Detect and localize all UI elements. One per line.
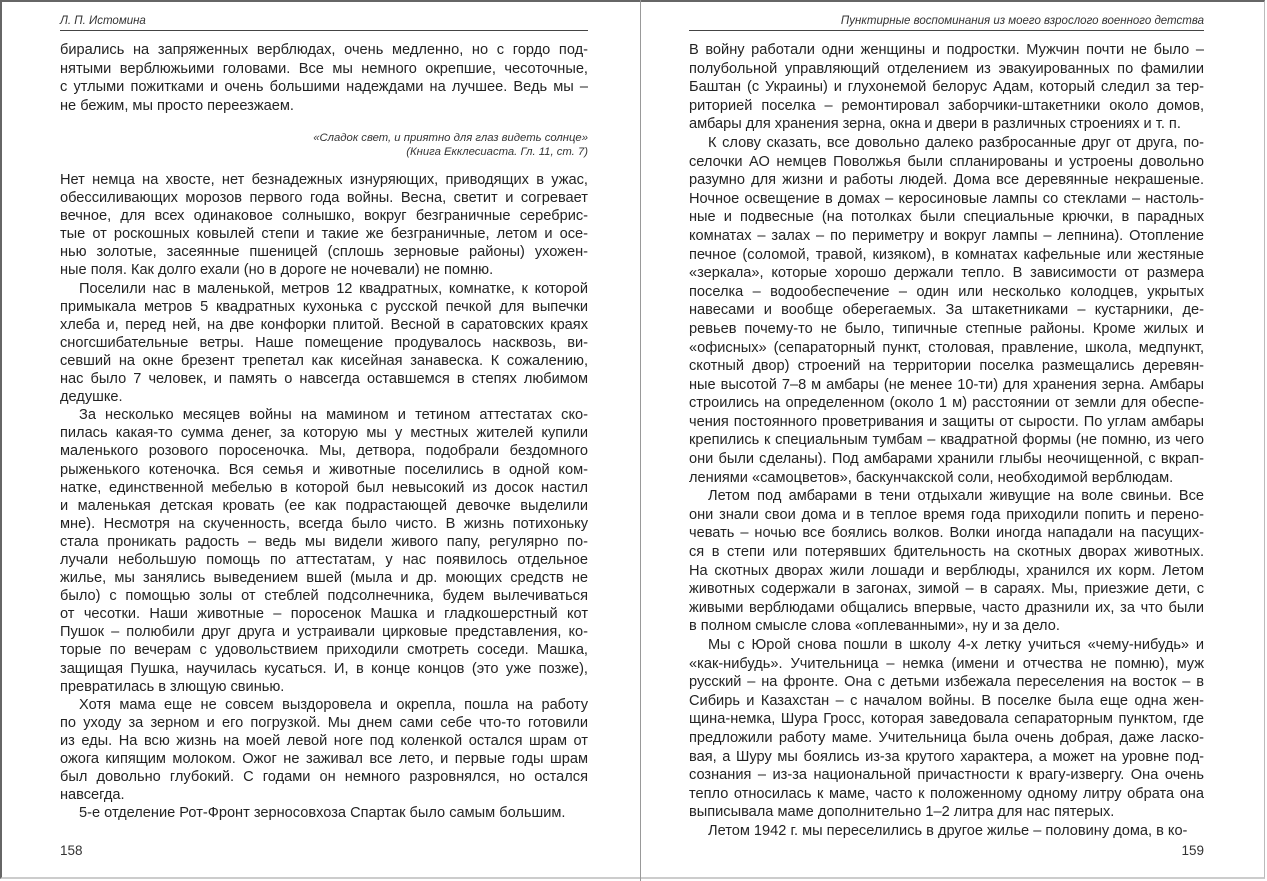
text-line: по уходу за зерном и его погрузкой. Мы днем сами себе что-то готовили <box>60 714 588 731</box>
text-line: превратилась в злющую свинью. <box>60 678 285 695</box>
text-line: стала проникать радость – ведь мы видели живого папу, регулярно по- <box>60 533 588 550</box>
paragraph <box>60 696 588 805</box>
paragraph <box>60 406 588 696</box>
epigraph <box>60 131 588 159</box>
text-line: обессиливающих морозов первого года войны. Весна, светит и согревает <box>60 190 588 207</box>
text-line: Поселили нас в маленькой, метров 12 квадратных, комнатке, к которой <box>79 280 588 297</box>
text-line: Мы с Юрой снова пошли в школу 4-х летку учиться «чему-нибудь» и <box>708 637 1204 653</box>
page-number: 158 <box>60 843 83 858</box>
text-line: тепло относилась к маме, часто к положенному одному литру обрата она <box>689 785 1204 802</box>
text-line: За несколько месяцев войны на мамином и тетином аттестатах ско- <box>79 407 588 424</box>
text-line: К слову сказать, все довольно далеко разбросанные друг от друга, по- <box>708 134 1204 151</box>
text-line: не бежим, мы просто переезжаем. <box>60 98 294 115</box>
text-line: Летом под амбарами в тени отдыхали живущие на воле свиньи. Все <box>708 488 1204 505</box>
text-line: они знали свои дома и в теплое время года приходили попить и перено- <box>689 506 1204 523</box>
text-line: ся в степи или потерявших бдительность на скотных дворах животных. <box>689 544 1204 561</box>
text-line: ожога кипящим молоком. Ожог не заживал все лето, и первые годы шрам <box>60 751 588 767</box>
text-line: с утлыми пожитками и очень большими надеждами на лучшее. Ведь мы – <box>60 79 588 96</box>
text-line: полубольной управляющий отделением из эвакуированных по фамилии <box>689 60 1204 77</box>
text-line: Сибирь и Казахстан – с началом войны. В поселке была еще одна жен- <box>689 692 1204 709</box>
text-line: был довольно глубокий. С годами он немного разровнялся, но остался <box>60 769 588 786</box>
text-line: амбары для хранения зерна, окна и двери в различных строениях и т. п. <box>689 116 1181 133</box>
text-line: севший на окне брезент трепетал как кисейная занавеска. К сожалению, <box>60 352 588 369</box>
paragraph <box>60 41 588 116</box>
text-line: вечное, для всех одинаковое солнышко, вокруг безграничные серебрис- <box>60 208 588 225</box>
text-line: селочки АО немцев Поволжья были спланированы и устроены довольно <box>689 153 1204 170</box>
text-line: жилье, мы занялись выведением вшей (мыла и др. моющих средств не <box>60 570 588 587</box>
text-line: тые от роскошных ковылей степи и такие же безграничные, летом и осе- <box>60 226 588 243</box>
text-line: маленького розового поросеночка. Мы, детвора, подобрали бездомного <box>60 443 588 460</box>
text-line: животных содержали в загонах, зимой – в сараях. Мы, приезжие дети, с <box>689 581 1204 598</box>
paragraph <box>60 804 588 822</box>
text-line: от чесотки. Наши животные – поросенок Машка и гладкошерстный кот <box>60 606 588 623</box>
running-head-author: Л. П. Истомина <box>60 15 588 31</box>
text-line: щина-немка, Шура Гросс, которая заведовала сепараторным пунктом, где <box>689 711 1204 728</box>
text-line: сознания – из-за национальной причастности к врагу-извергу. Она очень <box>689 767 1204 784</box>
text-line: вая, а Шуру мы боялись из-за крутого характера, а может на уровне под- <box>689 748 1204 765</box>
paragraph <box>689 41 1204 134</box>
text-line: нью золотые, засеянные пшеницей (сплошь зерновые районы) ухожен- <box>60 244 588 261</box>
text-line: 5-е отделение Рот-Фронт зерносовхоза Спартак было самым большим. <box>79 805 566 822</box>
text-line: мне). Несмотря на скученность, всегда было чисто. В жизнь потихоньку <box>60 515 588 532</box>
paragraph <box>689 636 1204 822</box>
body-text <box>689 41 1204 841</box>
paragraph <box>689 134 1204 487</box>
text-line: из еды. На всю жизнь на моей левой ноге под коленкой остался шрам от <box>60 732 588 749</box>
text-line: и маленькая детская кровать (ее как подрастающей девочке выделили <box>60 497 588 514</box>
text-line: было) с помощью золы от стеблей подсолнечника, будем вылечиваться <box>60 588 588 605</box>
text-line: На скотных дворах жили лошади и верблюды, хранился их корм. Летом <box>689 562 1204 579</box>
text-line: Нет немца на хвосте, нет безнадежных изнуряющих, приводящих в ужас, <box>60 172 588 188</box>
text-line: русский – на фронте. Она с детьми избежала переселения на восток – в <box>689 674 1204 691</box>
text-line: пилась какая-то сумма денег, за которую мы у местных жителей купили <box>60 425 588 442</box>
left-page <box>60 0 588 881</box>
text-line: дедушке. <box>60 389 123 406</box>
text-line: Ночное освещение в домах – керосиновые лампы со стеклами – настоль- <box>689 190 1204 207</box>
text-line: чения постоянного проветривания и защиты от сырости. По углам амбары <box>689 413 1204 430</box>
text-line: хлеба и, перед ней, на две конфорки плитой. Весной в саратовских краях <box>60 316 588 333</box>
right-page <box>689 0 1204 881</box>
text-line: примыкала метров 5 квадратных кухонька с русской печкой для выпечки <box>60 298 588 315</box>
text-line: риторией поселка – ремонтировал заборчики-штакетники около домов, <box>689 97 1204 114</box>
epigraph-quote: «Сладок свет, и приятно для глаз видеть солнце» <box>313 132 588 144</box>
paragraph <box>689 487 1204 636</box>
paragraph <box>689 822 1204 841</box>
text-line: выписывала маме дополнительно 1–2 литра для нас пятерых. <box>689 804 1115 821</box>
paragraph <box>60 171 588 280</box>
text-line: ные и подвесные (на потолках были специальные крючки, в парадных <box>689 209 1204 226</box>
text-line: в полном смысле слова «оплеванными», ну и за дело. <box>689 618 1060 635</box>
text-line: печное (соломой, травой, кизяком), в комнатах кафельные или жестяные <box>689 246 1204 263</box>
text-line: Баштан (с Украины) и глухонемой белорус Адам, который следил за тер- <box>689 79 1204 96</box>
text-line: «офисных» (сепараторный пункт, столовая, правление, школа, медпункт, <box>689 339 1204 356</box>
text-line: живыми верблюдами общались впервые, часто дразнили их, за что были <box>689 599 1204 616</box>
text-line: лучали небольшую помощь по аттестатам, у нас появилось отдельное <box>60 551 588 568</box>
text-line: сногсшибательные ветры. Наше помещение продувалось насквозь, ви- <box>60 334 588 351</box>
text-line: «как-нибудь». Учительница – немка (имени и отчества не помню), муж <box>689 655 1204 672</box>
text-line: натке, единственной мебелью в которой был невысокий из досок настил <box>60 479 588 496</box>
spine-divider <box>640 0 641 881</box>
body-text <box>60 171 588 822</box>
text-line: ревьев почему-то не было, типичные степные районы. Кроме жилых и <box>689 320 1204 337</box>
text-line: навсегда. <box>60 787 125 804</box>
text-line: крепились к специальным тумбам – квадратной формы (не помню, из чего <box>689 432 1204 449</box>
text-line: поселка – водообеспечение – один или несколько колодцев, укрытых <box>689 283 1204 300</box>
text-line: В войну работали одни женщины и подростки. Мужчин почти не было – <box>689 42 1204 58</box>
text-line: Хотя мама еще не совсем выздоровела и окрепла, пошла на работу <box>79 696 588 713</box>
text-line: разумно для жизни и работы людей. Дома все деревянные некрашеные. <box>689 172 1204 189</box>
page-number: 159 <box>1181 843 1204 858</box>
text-line: строились на определенном (около 1 м) расстоянии от земли для обеспе- <box>689 395 1204 412</box>
text-line: «зеркала», которые хорошо держали тепло. В зависимости от размера <box>689 265 1204 282</box>
paragraph <box>60 280 588 407</box>
text-line: защищая Пушка, научилась кусаться. И, в конце концов (это уже позже), <box>60 660 588 677</box>
text-line: ные поля. Как долго ехали (но в дороге не ночевали) не помню. <box>60 262 494 279</box>
text-line: навесами и вообще оберегаемых. За штакетниками – кустарники, де- <box>689 302 1204 319</box>
text-line: торые по вечерам с удовольствием приходили смотреть соседи. Машка, <box>60 642 588 659</box>
text-line: нятыми верблюжьими головами. Все мы немного окрепшие, чесоточные, <box>60 60 588 77</box>
text-line: нас было 7 человек, и память о навсегда оставшемся в степях любимом <box>60 371 588 388</box>
text-line: Пушок – полюбили друг друга и устраивали цирковые представления, ко- <box>60 624 588 641</box>
text-line: комнатах – залах – по периметру и вокруг лампы – лепнина). Отопление <box>689 227 1204 244</box>
text-line: бирались на запряженных верблюдах, очень медленно, но с гордо под- <box>60 42 588 58</box>
opening-text <box>60 41 588 116</box>
text-line: лениями «самоцветов», баскунчакской соли, необходимой верблюдам. <box>689 469 1174 486</box>
text-line: предложили работу маме. Учительница была очень добрая, даже ласко- <box>689 729 1204 746</box>
text-line: они были сделаны). Под амбарами хранили глыбы неочищенной, с вкрап- <box>689 451 1204 468</box>
text-line: ные высотой 7–8 м амбары (не менее 10-ти) для хранения зерна. Амбары <box>689 376 1204 393</box>
text-line: рыженького котеночка. Вся семья и животные поселились в одной ком- <box>60 461 588 478</box>
epigraph-source: (Книга Екклесиаста. Гл. 11, ст. 7) <box>406 146 588 158</box>
running-head-title: Пунктирные воспоминания из моего взрослого военного детства <box>689 15 1204 31</box>
text-line: Летом 1942 г. мы переселились в другое жилье – половину дома, в ко- <box>708 822 1188 839</box>
text-line: скотный двор) строений на территории поселка размещались деревян- <box>689 358 1204 375</box>
text-line: чевать – ночью все боялись волков. Волки иногда нападали на пасущих- <box>689 525 1204 542</box>
